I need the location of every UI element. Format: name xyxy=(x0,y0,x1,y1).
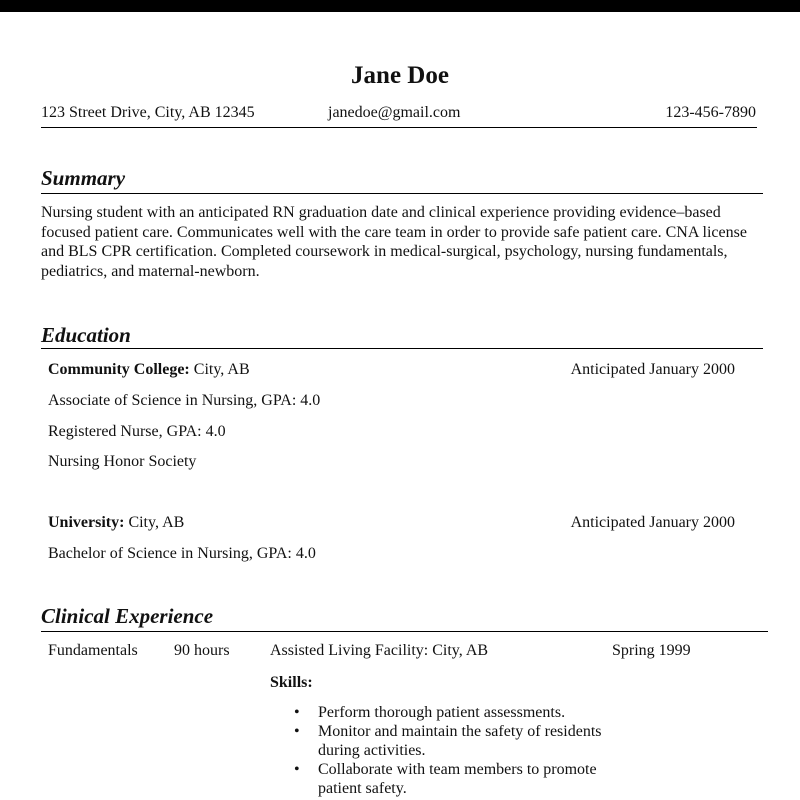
clinical-facility: Assisted Living Facility: City, AB xyxy=(270,642,489,659)
school-1-location: City, AB xyxy=(193,361,250,378)
clinical-term: Spring 1999 xyxy=(612,642,691,659)
clinical-hours: 90 hours xyxy=(174,642,230,659)
contact-address: 123 Street Drive, City, AB 12345 xyxy=(41,104,255,121)
clinical-heading: Clinical Experience xyxy=(41,604,214,628)
school-1-detail: Registered Nurse, GPA: 4.0 xyxy=(48,423,226,440)
top-border xyxy=(0,0,800,12)
clinical-divider xyxy=(41,631,768,632)
skill-text: Monitor and maintain the safety of residents during activities. xyxy=(318,723,602,759)
skill-item xyxy=(294,760,614,798)
school-1-detail: Nursing Honor Society xyxy=(48,453,197,470)
clinical-course: Fundamentals xyxy=(48,642,138,659)
skills-list xyxy=(294,703,614,798)
school-1-date: Anticipated January 2000 xyxy=(570,361,735,378)
contact-email: janedoe@gmail.com xyxy=(328,104,461,121)
skill-item xyxy=(294,722,614,760)
education-heading: Education xyxy=(41,323,131,347)
school-1-name: Community College: xyxy=(48,361,190,378)
bullet-icon: • xyxy=(294,723,300,740)
skill-text: Collaborate with team members to promote patient safety. xyxy=(318,761,597,797)
school-2-line xyxy=(48,513,184,533)
education-divider xyxy=(41,348,763,349)
skill-text: Perform thorough patient assessments. xyxy=(318,704,566,721)
skills-label: Skills: xyxy=(270,674,313,691)
summary-text: Nursing student with an anticipated RN graduation date and clinical experience providing evidence–based focused patient care. Communicates well with the care team in order to provide safe patient care. CNA license and BLS CPR certification. Completed coursework in medical-surgical, psychology, nursing fundamentals, pediatrics, and maternal-newborn. xyxy=(41,204,747,280)
school-2-location: City, AB xyxy=(128,514,185,531)
school-2-detail: Bachelor of Science in Nursing, GPA: 4.0 xyxy=(48,545,316,562)
school-2-name: University: xyxy=(48,514,125,531)
bullet-icon: • xyxy=(294,704,300,721)
summary-heading: Summary xyxy=(41,166,126,190)
school-2-date: Anticipated January 2000 xyxy=(570,514,735,531)
candidate-name: Jane Doe xyxy=(351,62,449,89)
school-1-line xyxy=(48,360,250,380)
bullet-icon: • xyxy=(294,761,300,778)
school-1-detail: Associate of Science in Nursing, GPA: 4.0 xyxy=(48,392,321,409)
summary-divider xyxy=(41,193,763,194)
contact-phone: 123-456-7890 xyxy=(665,104,756,121)
skill-item xyxy=(294,703,614,722)
header-divider xyxy=(41,127,757,128)
